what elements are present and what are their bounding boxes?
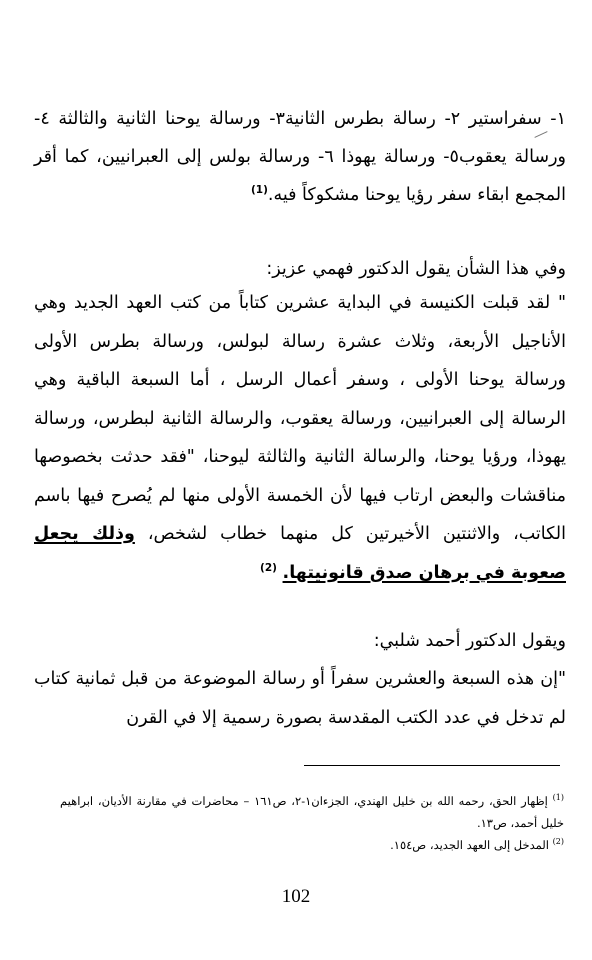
quote-intro-ahmed-shalaby bbox=[34, 622, 566, 660]
paragraph-rejected-books bbox=[34, 100, 566, 214]
footnote-1 bbox=[60, 790, 564, 834]
quote-fahmi-aziz bbox=[34, 284, 566, 592]
paragraph-2-emphasis: وذلك يجعل صعوبة في برهان صدق قانونيتها. bbox=[34, 524, 566, 583]
footnote-divider bbox=[304, 765, 560, 766]
paragraph-3-intro: ويقول الدكتور أحمد شلبي: bbox=[373, 631, 566, 651]
quote-intro-fahmi-aziz bbox=[34, 250, 566, 288]
footnote-1-number: (1) bbox=[552, 793, 564, 803]
footnote-ref-1: (1) bbox=[250, 184, 268, 197]
footnote-2-text: المدخل إلى العهد الجديد، ص١٥٤. bbox=[390, 838, 549, 852]
footnotes bbox=[60, 790, 564, 856]
footnote-2 bbox=[60, 834, 564, 856]
paragraph-2-intro: وفي هذا الشأن يقول الدكتور فهمي عزيز: bbox=[266, 259, 566, 279]
page-number: 102 bbox=[281, 886, 311, 907]
paragraph-2-text: " لقد قبلت الكنيسة في البداية عشرين كتاباً من كتب العهد الجديد وهي الأناجيل الأربعة، وثلاث عشرة رسالة لبولس، ورسالة بطرس الأولى ورسالة يوحنا الأولى ، وسفر أعمال الرسل ، أما السبعة الباقية وهي الرسالة إلى العبرانيين، ورسالة يعقوب، والرسالة الثانية لبطرس، ورسالة يهوذا، ورؤيا يوحنا، والرسالة الثانية والثالثة ليوحنا، "فقد حدثت بخصوصها مناقشات والبعض ارتاب فيها لأن الخمسة الأولى منها لم يُصرح فيها باسم الكاتب، والاثنتين الأخيرتين كل منهما خطاب لشخص، bbox=[34, 293, 566, 544]
footnote-2-number: (2) bbox=[552, 837, 564, 847]
footnote-1-text: إظهار الحق، رحمه الله بن خليل الهندي، الجزءان١-٢، ص١٦١ – محاضرات في مقارنة الأديان، ابراهيم خليل أحمد، ص١٣. bbox=[60, 794, 564, 830]
paragraph-3-text: "إن هذه السبعة والعشرين سفراً أو رسالة الموضوعة من قبل ثمانية كتاب لم تدخل في عدد الكتب المقدسة بصورة رسمية إلا في القرن bbox=[34, 669, 566, 728]
quote-ahmed-shalaby bbox=[34, 660, 566, 737]
paragraph-1-text: ١- سفراستير ٢- رسالة بطرس الثانية٣- ورسالة يوحنا الثانية والثالثة ٤-ورسالة يعقوب٥- ورسالة يهوذا ٦- ورسالة بولس إلى العبرانيين، كما أقر المجمع ابقاء سفر رؤيا يوحنا مشكوكاً فيه. bbox=[34, 109, 567, 205]
footnote-ref-2: (2) bbox=[260, 561, 277, 574]
